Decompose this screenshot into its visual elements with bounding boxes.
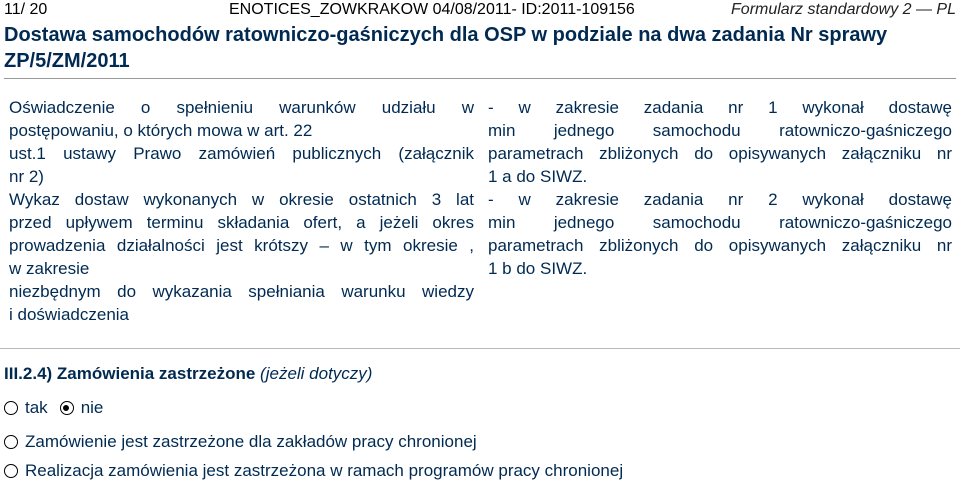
- right-line: parametrach zbliżonych do opisywanych załączniku nr: [488, 236, 952, 255]
- right-line: 1 b do SIWZ.: [488, 259, 588, 278]
- radio-option-2[interactable]: [4, 464, 18, 478]
- page-header: [4, 0, 956, 22]
- right-line: min jednego samochodu ratowniczo-gaśniczego: [488, 213, 952, 232]
- radio-nie[interactable]: [60, 401, 74, 415]
- right-line: - w zakresie zadania nr 2 wykonał dostawę: [488, 190, 952, 209]
- radio-option-1[interactable]: [4, 435, 18, 449]
- left-line: i doświadczenia: [9, 305, 130, 324]
- right-line: 1 a do SIWZ.: [488, 167, 588, 186]
- notice-reference: ENOTICES_ZOWKRAKOW 04/08/2011- ID:2011-109156: [229, 1, 635, 18]
- right-line: min jednego samochodu ratowniczo-gaśniczego: [488, 121, 952, 140]
- left-line: nr 2): [9, 167, 44, 186]
- radio-tak[interactable]: [4, 401, 18, 415]
- option-2-label: Realizacja zamówienia jest zastrzeżona w ramach programów pracy chronionej: [25, 461, 624, 480]
- option-1-label: Zamówienie jest zastrzeżone dla zakładów pracy chronionej: [25, 432, 477, 451]
- left-line: Wykaz dostaw wykonanych w okresie ostatnich 3 lat: [9, 190, 474, 209]
- form-type: Formularz standardowy 2 — PL: [731, 1, 956, 18]
- left-line: w zakresie: [9, 259, 90, 278]
- option-row-1: [4, 432, 477, 452]
- radio-nie-label: nie: [80, 398, 104, 417]
- left-line: niezbędnym do wykazania spełniania warunku wiedzy: [9, 282, 474, 301]
- radio-tak-label: tak: [25, 398, 48, 417]
- right-line: - w zakresie zadania nr 1 wykonał dostawę: [488, 98, 952, 117]
- divider: [0, 348, 960, 349]
- reserved-choice-row: [4, 398, 103, 418]
- section-heading: [4, 364, 372, 384]
- option-row-2: [4, 461, 623, 481]
- page-number: 11/ 20: [4, 1, 48, 18]
- divider: [4, 78, 956, 79]
- left-line: przed upływem terminu składania ofert, a jeżeli okres: [9, 213, 474, 232]
- left-line: Oświadczenie o spełnieniu warunków udziału w: [9, 98, 474, 117]
- document-title: Dostawa samochodów ratowniczo-gaśniczych dla OSP w podziale na dwa zadania Nr sprawy ZP/5/ZM/2011: [4, 24, 888, 72]
- conditions-left-column: [9, 96, 474, 326]
- left-line: postępowaniu, o których mowa w art. 22: [9, 121, 313, 140]
- right-line: parametrach zbliżonych do opisywanych załączniku nr: [488, 144, 952, 163]
- conditions-right-column: [488, 96, 952, 280]
- left-line: ust.1 ustawy Prawo zamówień publicznych (załącznik: [9, 144, 474, 163]
- section-note: (jeżeli dotyczy): [260, 364, 373, 383]
- section-title: III.2.4) Zamówienia zastrzeżone: [4, 364, 256, 383]
- left-line: prowadzenia działalności jest krótszy – w tym okresie ,: [9, 236, 474, 255]
